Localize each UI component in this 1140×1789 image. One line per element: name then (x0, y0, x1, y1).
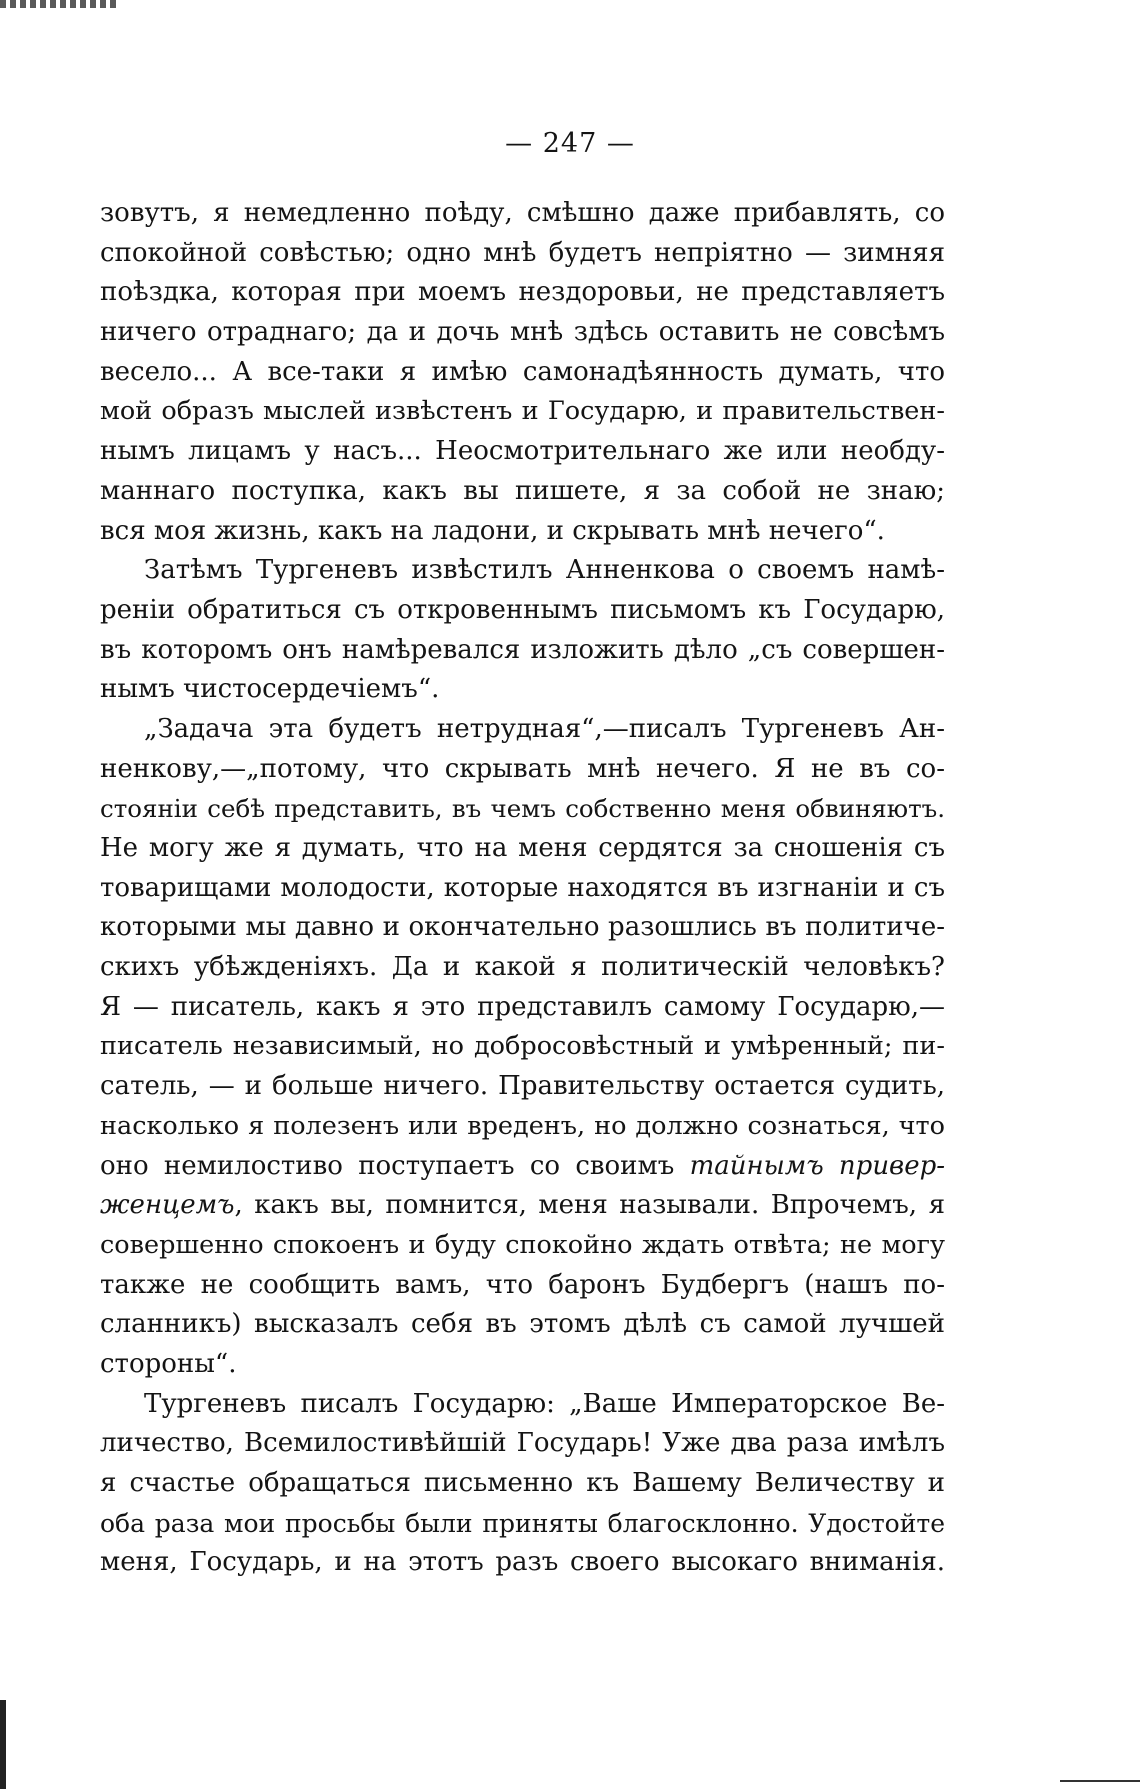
text-line: нымъ чистосердечіемъ“. (100, 674, 440, 705)
text-line: въ которомъ онъ намѣревался изложить дѣло „съ совершен- (100, 634, 945, 665)
text-segment: оно немилостиво поступаетъ со своимъ (100, 1150, 675, 1181)
text-line: насколько я полезенъ или вреденъ, но должно сознаться, что (100, 1110, 945, 1141)
text-line: маннаго поступка, какъ вы пишете, я за собой не знаю; (100, 475, 945, 506)
scan-artifact-right (1060, 1780, 1140, 1782)
text-line: оба раза мои просьбы были приняты благосклонно. Удостойте (100, 1508, 945, 1538)
text-line: Не могу же я думать, что на меня сердятся за сношенія съ (100, 833, 945, 863)
text-line: зовутъ, я немедленно поѣду, смѣшно даже прибавлять, со (100, 198, 945, 228)
text-line: Затѣмъ Тургеневъ извѣстилъ Анненкова о своемъ намѣ- (144, 555, 945, 586)
text-line: сланникъ) высказалъ себя въ этомъ дѣлѣ съ самой лучшей (100, 1309, 945, 1340)
text-line: которыми мы давно и окончательно разошлись въ политиче- (100, 912, 945, 943)
text-line-mixed (100, 1147, 945, 1187)
text-line: ничего отраднаго; да и дочь мнѣ здѣсь оставить не совсѣмъ (100, 317, 945, 348)
text-line: я счастье обращаться письменно къ Вашему Величеству и (100, 1468, 945, 1498)
text-line: совершенно спокоенъ и буду спокойно ждать отвѣта; не могу (100, 1229, 945, 1260)
text-line: ненкову,—„потому, что скрывать мнѣ нечего. Я не въ со- (100, 753, 945, 784)
italic-phrase: женцемъ (100, 1190, 235, 1221)
text-line: вся моя жизнь, какъ на ладони, и скрывать мнѣ нечего“. (100, 515, 885, 546)
text-line: стороны“. (100, 1348, 237, 1379)
italic-phrase: тайнымъ привер- (689, 1150, 946, 1181)
text-line: сатель, — и больше ничего. Правительству остается судить, (100, 1071, 945, 1102)
page-number: — 247 — (505, 128, 635, 159)
text-line: товарищами молодости, которые находятся въ изгнаніи и съ (100, 872, 945, 903)
text-line: Я — писатель, какъ я это представилъ самому Государю,— (100, 991, 945, 1022)
text-line-mixed (100, 1186, 945, 1226)
text-line: меня, Государь, и на этотъ разъ своего высокаго вниманія. (100, 1547, 945, 1578)
text-line: скихъ убѣжденіяхъ. Да и какой я политическій человѣкъ? (100, 952, 945, 983)
text-line: стояніи себѣ представить, въ чемъ собственно меня обвиняютъ. (100, 794, 945, 824)
text-line: весело... А все-таки я имѣю самонадѣянность думать, что (100, 356, 945, 387)
scan-artifact-top (0, 0, 120, 8)
text-line: „Задача эта будетъ нетрудная“,—писалъ Тургеневъ Ан- (144, 713, 945, 744)
text-line: личество, Всемилостивѣйшій Государь! Уже два раза имѣлъ (100, 1428, 945, 1459)
text-segment: , какъ вы, помнится, меня называли. Впрочемъ, я (234, 1190, 945, 1221)
text-line: реніи обратиться съ откровеннымъ письмомъ къ Государю, (100, 594, 945, 625)
text-line: также не сообщить вамъ, что баронъ Будбергъ (нашъ по- (100, 1269, 945, 1300)
text-line: нымъ лицамъ у насъ... Неосмотрительнаго же или необду- (100, 436, 945, 467)
text-line: писатель независимый, но добросовѣстный и умѣренный; пи- (100, 1031, 945, 1062)
body-text (100, 194, 945, 1583)
text-line: спокойной совѣстью; одно мнѣ будетъ непріятно — зимняя (100, 237, 945, 268)
text-line: поѣздка, которая при моемъ нездоровьи, не представляетъ (100, 277, 945, 308)
text-line: мой образъ мыслей извѣстенъ и Государю, и правительствен- (100, 396, 945, 427)
scan-artifact-left (0, 1700, 6, 1789)
text-line: Тургеневъ писалъ Государю: „Ваше Императорское Ве- (144, 1388, 945, 1419)
